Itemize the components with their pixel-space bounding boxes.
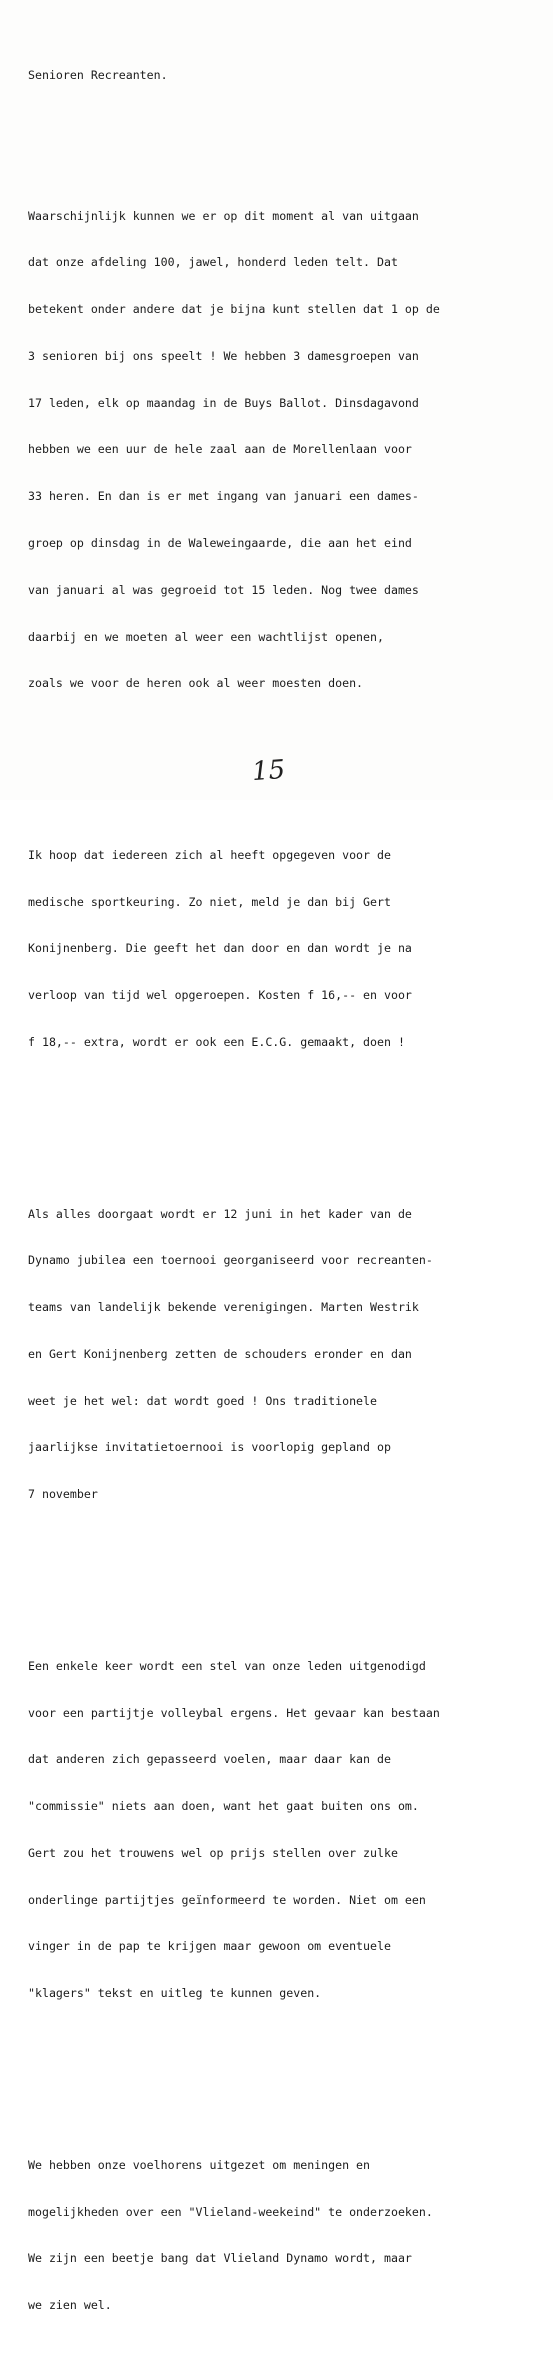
- text-line: "klagers" tekst en uitleg te kunnen geven.: [28, 1986, 322, 2001]
- text-line: voor een partijtje volleybal ergens. Het gevaar kan bestaan: [28, 1705, 440, 1720]
- paragraph-toernooi: [28, 1175, 548, 1534]
- text-line: Een enkele keer wordt een stel van onze leden uitgenodigd: [28, 1658, 426, 1673]
- text-line: Waarschijnlijk kunnen we er op dit moment al van uitgaan: [28, 208, 419, 223]
- text-line: verloop van tijd wel opgeroepen. Kosten f 16,-- en voor: [28, 988, 412, 1003]
- text-line: 33 heren. En dan is er met ingang van januari een dames-: [28, 489, 419, 504]
- paragraph-partijtjes: [28, 1628, 548, 2033]
- page-number: 15: [250, 754, 287, 788]
- text-line: Gert zou het trouwens wel op prijs stellen over zulke: [28, 1845, 398, 1860]
- paragraph-spacer: [28, 754, 548, 770]
- text-line: Ik hoop dat iedereen zich al heeft opgegeven voor de: [28, 847, 391, 862]
- paragraph-membership: [28, 177, 548, 723]
- text-line: we zien wel.: [28, 2298, 112, 2313]
- text-line: daarbij en we moeten al weer een wachtlijst openen,: [28, 629, 384, 644]
- text-line: Konijnenberg. Die geeft het dan door en dan wordt je na: [28, 941, 412, 956]
- text-line: vinger in de pap te krijgen maar gewoon om eventuele: [28, 1939, 391, 1954]
- text-line: 17 leden, elk op maandag in de Buys Ballot. Dinsdagavond: [28, 395, 419, 410]
- text-line: van januari al was gegroeid tot 15 leden. Nog twee dames: [28, 582, 419, 597]
- text-line: teams van landelijk bekende verenigingen. Marten Westrik: [28, 1300, 419, 1315]
- text-line: We zijn een beetje bang dat Vlieland Dynamo wordt, maar: [28, 2251, 412, 2266]
- text-line: Dynamo jubilea een toernooi georganiseerd voor recreanten-: [28, 1253, 433, 1268]
- page-title: Senioren Recreanten.: [28, 68, 168, 83]
- text-line: en Gert Konijnenberg zetten de schouders eronder en dan: [28, 1346, 412, 1361]
- text-line: 3 senioren bij ons speelt ! We hebben 3 damesgroepen van: [28, 348, 419, 363]
- paragraph-spacer: [28, 2064, 548, 2080]
- text-line: medische sportkeuring. Zo niet, meld je dan bij Gert: [28, 894, 391, 909]
- text-line: f 18,-- extra, wordt er ook een E.C.G. gemaakt, doen !: [28, 1035, 405, 1049]
- text-line: mogelijkheden over een "Vlieland-weekeind" te onderzoeken.: [28, 2204, 433, 2219]
- document-body: [28, 37, 548, 2376]
- paragraph-sportkeuring: [28, 817, 548, 1082]
- paragraph-vlieland: [28, 2127, 548, 2345]
- text-line: onderlinge partijtjes geïnformeerd te worden. Niet om een: [28, 1892, 426, 1907]
- paragraph-spacer: [28, 115, 548, 131]
- text-line: "commissie" niets aan doen, want het gaat buiten ons om.: [28, 1799, 419, 1814]
- text-line: weet je het wel: dat wordt goed ! Ons traditionele: [28, 1393, 378, 1408]
- text-line: groep op dinsdag in de Waleweingaarde, die aan het eind: [28, 536, 412, 550]
- text-line: zoals we voor de heren ook al weer moesten doen.: [28, 676, 364, 691]
- paragraph-spacer: [28, 1113, 548, 1129]
- text-line: dat anderen zich gepasseerd voelen, maar daar kan de: [28, 1752, 391, 1767]
- text-line: 7 november: [28, 1487, 98, 1502]
- text-line: Als alles doorgaat wordt er 12 juni in het kader van de: [28, 1206, 412, 1221]
- text-line: betekent onder andere dat je bijna kunt stellen dat 1 op de: [28, 302, 440, 317]
- text-line: hebben we een uur de hele zaal aan de Morellenlaan voor: [28, 442, 412, 457]
- text-line: We hebben onze voelhorens uitgezet om meningen en: [28, 2157, 371, 2172]
- paragraph-spacer: [28, 1565, 548, 1581]
- text-line: jaarlijkse invitatietoernooi is voorlopig gepland op: [28, 1440, 391, 1455]
- text-line: dat onze afdeling 100, jawel, honderd leden telt. Dat: [28, 255, 398, 270]
